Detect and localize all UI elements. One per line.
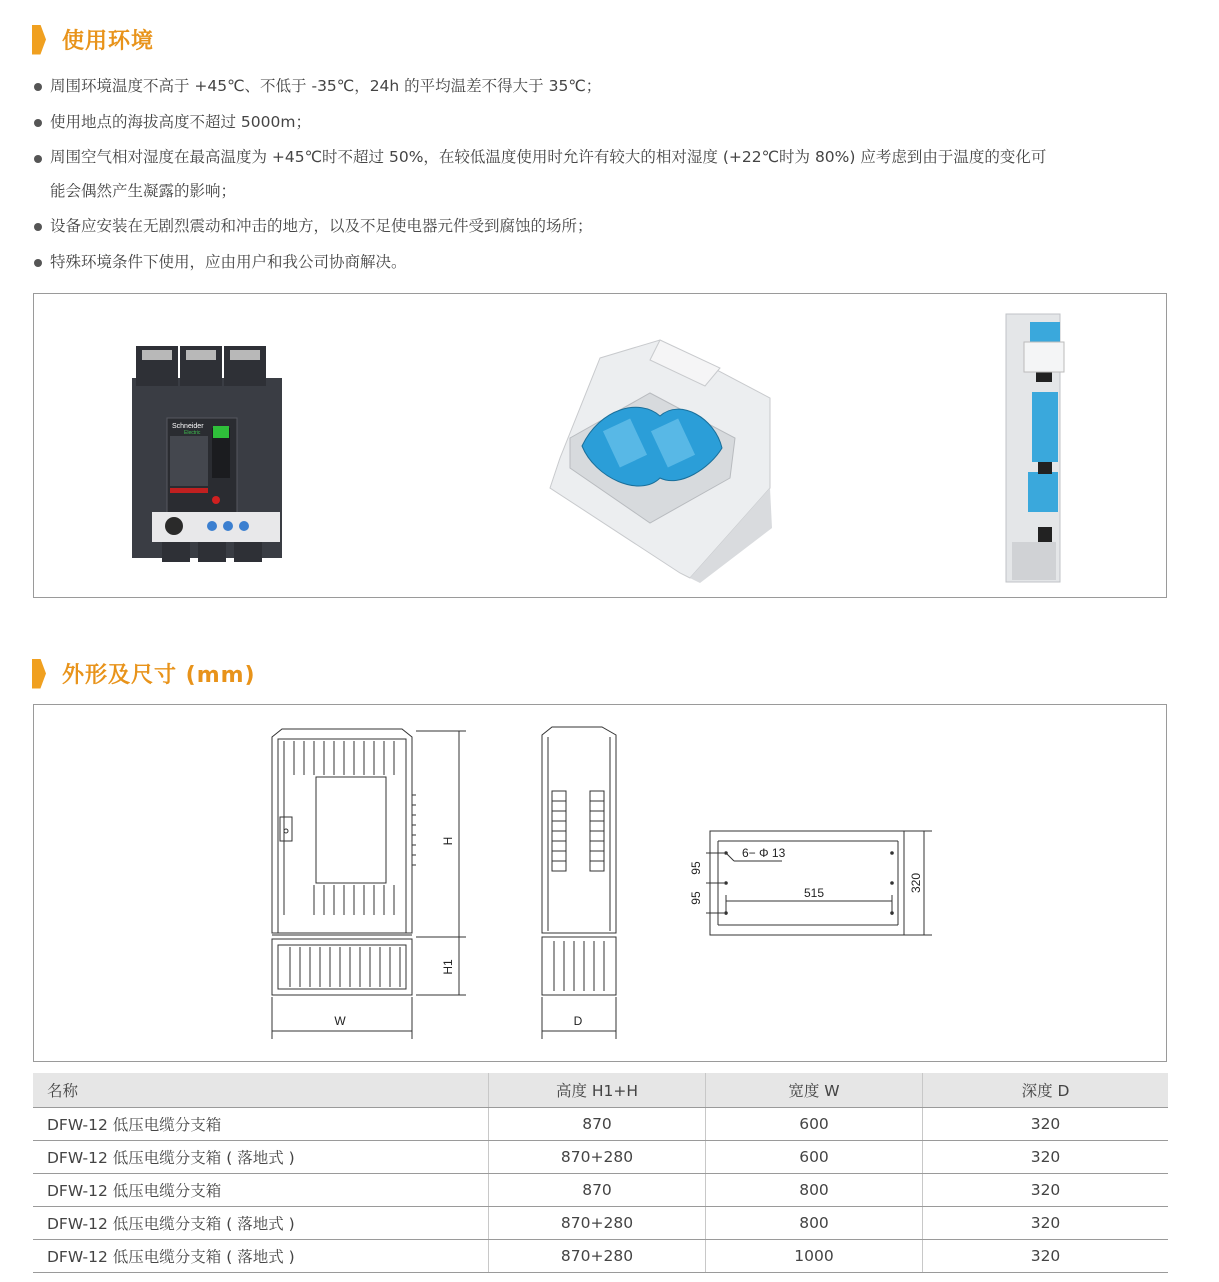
breaker-brand-label: Schneider — [172, 423, 204, 430]
bullet-dot-icon — [34, 83, 42, 91]
table-row — [33, 1108, 1168, 1141]
cell-width: 600 — [706, 1141, 923, 1174]
cell-depth: 320 — [923, 1141, 1169, 1174]
arrow-marker-icon — [32, 25, 46, 55]
cell-width: 800 — [706, 1174, 923, 1207]
list-item: 周围空气相对湿度在最高温度为 +45℃时不超过 50%，在较低温度使用时允许有较大的相对湿度 (+22℃时为 80%) 应考虑到由于温度的变化可 能会偶然产生凝露的影响； — [34, 140, 1174, 208]
table-row — [33, 1207, 1168, 1240]
product-photo-panel — [33, 293, 1167, 598]
table-row — [33, 1240, 1168, 1273]
environment-bullet-list — [34, 68, 1174, 280]
cell-width: 600 — [706, 1108, 923, 1141]
table-row — [33, 1141, 1168, 1174]
spec-table — [33, 1073, 1168, 1273]
cell-depth: 320 — [923, 1108, 1169, 1141]
cell-height: 870+280 — [489, 1240, 706, 1273]
strip-fuse-switch-image — [1002, 312, 1072, 587]
dim-label-H1: H1 — [441, 959, 455, 975]
bullet-dot-icon — [34, 119, 42, 127]
breaker-brand-sub-label: Electric — [184, 430, 201, 436]
cell-width: 800 — [706, 1207, 923, 1240]
dim-label-95-upper: 95 — [689, 861, 703, 875]
cell-depth: 320 — [923, 1240, 1169, 1273]
cell-name: DFW-12 低压电缆分支箱 ( 落地式 ) — [33, 1207, 489, 1240]
table-header-row — [33, 1073, 1168, 1108]
cell-depth: 320 — [923, 1174, 1169, 1207]
dim-label-H: H — [441, 836, 455, 846]
bullet-dot-icon — [34, 223, 42, 231]
table-row — [33, 1174, 1168, 1207]
circuit-breaker-image — [122, 340, 292, 570]
cell-name: DFW-12 低压电缆分支箱 — [33, 1108, 489, 1141]
section-title-text: 使用环境 — [62, 29, 155, 54]
bullet-dot-icon — [34, 259, 42, 267]
list-item: 设备应安装在无剧烈震动和冲击的地方，以及不足使电器元件受到腐蚀的场所； — [34, 208, 1174, 244]
dimension-drawing — [34, 705, 1166, 1061]
arrow-marker-icon — [32, 659, 46, 689]
cell-name: DFW-12 低压电缆分支箱 ( 落地式 ) — [33, 1240, 489, 1273]
cell-height: 870+280 — [489, 1141, 706, 1174]
dim-label-W: W — [334, 1014, 346, 1028]
column-header-name: 名称 — [33, 1073, 489, 1108]
cell-depth: 320 — [923, 1207, 1169, 1240]
list-item: 周围环境温度不高于 +45℃、不低于 -35℃，24h 的平均温差不得大于 35℃； — [34, 68, 1174, 104]
list-item: 使用地点的海拔高度不超过 5000m； — [34, 104, 1174, 140]
section-title-text: 外形及尺寸 (mm) — [62, 663, 256, 688]
column-header-height: 高度 H1+H — [489, 1073, 706, 1108]
column-header-width: 宽度 W — [706, 1073, 923, 1108]
dim-label-515: 515 — [803, 886, 825, 900]
dim-label-95-lower: 95 — [689, 891, 703, 905]
cell-name: DFW-12 低压电缆分支箱 — [33, 1174, 489, 1207]
section-title-dimensions — [32, 658, 256, 689]
fuse-switch-image — [540, 338, 780, 583]
bullet-dot-icon — [34, 155, 42, 163]
cell-height: 870 — [489, 1174, 706, 1207]
cell-width: 1000 — [706, 1240, 923, 1273]
section-title-environment — [32, 24, 154, 55]
list-item: 特殊环境条件下使用，应由用户和我公司协商解决。 — [34, 244, 1174, 280]
cell-height: 870 — [489, 1108, 706, 1141]
dim-label-holes: 6− Φ 13 — [742, 846, 786, 860]
cell-name: DFW-12 低压电缆分支箱 ( 落地式 ) — [33, 1141, 489, 1174]
column-header-depth: 深度 D — [923, 1073, 1169, 1108]
cell-height: 870+280 — [489, 1207, 706, 1240]
dim-label-320: 320 — [909, 872, 923, 894]
dimension-drawing-panel — [33, 704, 1167, 1062]
dim-label-D: D — [573, 1014, 583, 1028]
